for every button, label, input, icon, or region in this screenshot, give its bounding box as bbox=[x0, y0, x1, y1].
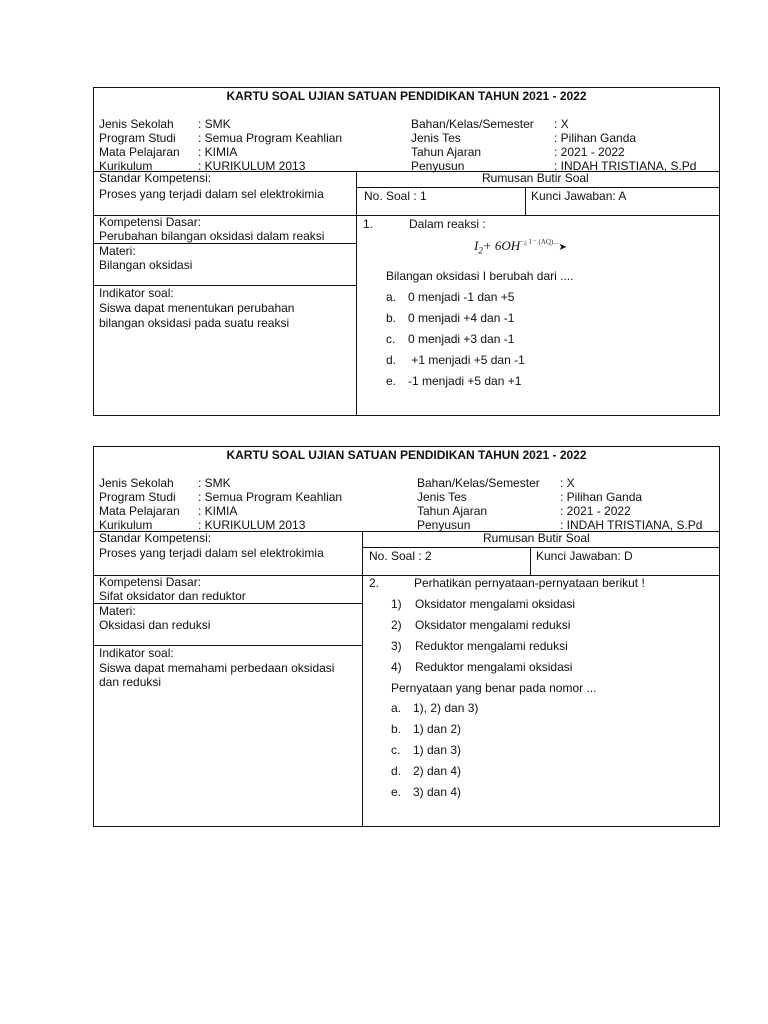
option-letter: a. bbox=[391, 701, 402, 715]
meta-label: Program Studi bbox=[99, 490, 176, 504]
card-meta bbox=[99, 117, 714, 173]
option-letter: d. bbox=[391, 764, 402, 778]
card-title: KARTU SOAL UJIAN SATUAN PENDIDIKAN TAHUN 2021 - 2022 bbox=[226, 89, 587, 103]
statement-number: 1) bbox=[391, 597, 402, 611]
statement-number: 3) bbox=[391, 639, 402, 653]
option-letter: e. bbox=[391, 785, 402, 799]
meta-label: Bahan/Kelas/Semester bbox=[417, 476, 540, 490]
answer-option bbox=[391, 743, 461, 757]
meta-label: Bahan/Kelas/Semester bbox=[411, 117, 534, 131]
formula-superscript: −¿ I ⁻ (AQ)... bbox=[520, 238, 559, 246]
statement-text: Reduktor mengalami oksidasi bbox=[415, 660, 573, 674]
meta-value: : Pilihan Ganda bbox=[554, 131, 637, 145]
meta-value: : Pilihan Ganda bbox=[560, 490, 643, 504]
option-letter: c. bbox=[386, 332, 396, 346]
meta-value: : KIMIA bbox=[198, 145, 238, 159]
meta-row bbox=[99, 504, 714, 518]
statement-number: 4) bbox=[391, 660, 402, 674]
question-text: Bilangan oksidasi I berubah dari .... bbox=[386, 269, 574, 283]
option-letter: a. bbox=[386, 290, 397, 304]
meta-value: : SMK bbox=[198, 117, 231, 131]
standar-label: Standar Kompetensi: bbox=[99, 531, 212, 545]
standar-label: Standar Kompetensi: bbox=[99, 171, 212, 185]
materi-label: Materi: bbox=[99, 604, 136, 618]
standar-value: Proses yang terjadi dalam sel elektrokimia bbox=[99, 187, 324, 201]
answer-option bbox=[391, 764, 461, 778]
rumusan-label: Rumusan Butir Soal bbox=[482, 171, 589, 185]
meta-value: : KURIKULUM 2013 bbox=[198, 159, 306, 173]
statement-item bbox=[391, 618, 570, 632]
meta-value: : SMK bbox=[198, 476, 231, 490]
meta-label: Penyusun bbox=[411, 159, 465, 173]
option-text: 0 menjadi +4 dan -1 bbox=[408, 311, 515, 325]
arrow-icon: ➤ bbox=[558, 242, 567, 253]
meta-label: Program Studi bbox=[99, 131, 176, 145]
option-text: 1) dan 2) bbox=[413, 722, 462, 736]
kd-label: Kompetensi Dasar: bbox=[99, 575, 202, 589]
card-title: KARTU SOAL UJIAN SATUAN PENDIDIKAN TAHUN 2021 - 2022 bbox=[226, 448, 587, 462]
option-text: -1 menjadi +5 dan +1 bbox=[408, 374, 522, 388]
option-text: 1), 2) dan 3) bbox=[413, 701, 479, 715]
materi-value: Oksidasi dan reduksi bbox=[99, 618, 211, 632]
meta-row bbox=[99, 476, 714, 490]
meta-row bbox=[99, 490, 714, 504]
kd-value: Perubahan bilangan oksidasi dalam reaksi bbox=[99, 229, 325, 243]
indikator-label: Indikator soal: bbox=[99, 646, 174, 660]
statement-number: 2) bbox=[391, 618, 402, 632]
question-card-1 bbox=[93, 87, 720, 416]
meta-row bbox=[99, 117, 714, 131]
option-text: 3) dan 4) bbox=[413, 785, 462, 799]
rumusan-label: Rumusan Butir Soal bbox=[483, 531, 590, 545]
question-card-2 bbox=[93, 446, 720, 827]
standar-value: Proses yang terjadi dalam sel elektrokimia bbox=[99, 546, 324, 560]
meta-label: Penyusun bbox=[417, 518, 471, 532]
no-soal: No. Soal : 1 bbox=[364, 189, 427, 203]
formula-species: + 6OH bbox=[482, 238, 521, 253]
meta-value: : 2021 - 2022 bbox=[554, 145, 625, 159]
statement-text: Oksidator mengalami oksidasi bbox=[415, 597, 576, 611]
option-text: 2) dan 4) bbox=[413, 764, 462, 778]
option-letter: b. bbox=[391, 722, 402, 736]
meta-label: Tahun Ajaran bbox=[417, 504, 488, 518]
meta-value: : X bbox=[554, 117, 569, 131]
statement-item bbox=[391, 660, 572, 674]
option-letter: c. bbox=[391, 743, 401, 757]
divider bbox=[362, 547, 720, 548]
option-letter: d. bbox=[386, 353, 397, 367]
statement-item bbox=[391, 639, 568, 653]
meta-value: : KIMIA bbox=[198, 504, 238, 518]
question-intro: Dalam reaksi : bbox=[409, 217, 486, 231]
indikator-label: Indikator soal: bbox=[99, 286, 174, 300]
meta-label: Jenis Sekolah bbox=[99, 476, 174, 490]
meta-value: : X bbox=[560, 476, 575, 490]
meta-value: : 2021 - 2022 bbox=[560, 504, 631, 518]
indikator-value: Siswa dapat memahami perbedaan oksidasi dan reduksi bbox=[99, 661, 335, 689]
meta-value: : Semua Program Keahlian bbox=[198, 490, 343, 504]
reaction-formula bbox=[474, 238, 567, 256]
kd-label: Kompetensi Dasar: bbox=[99, 215, 202, 229]
option-letter: b. bbox=[386, 311, 397, 325]
kunci-jawaban: Kunci Jawaban: D bbox=[536, 549, 633, 563]
meta-value: : Semua Program Keahlian bbox=[198, 131, 343, 145]
statement-item bbox=[391, 597, 575, 611]
meta-label: Mata Pelajaran bbox=[99, 145, 180, 159]
formula-species: I bbox=[474, 238, 479, 253]
option-text: 0 menjadi +3 dan -1 bbox=[408, 332, 515, 346]
meta-label: Jenis Sekolah bbox=[99, 117, 174, 131]
question-number: 1. bbox=[363, 217, 374, 231]
option-letter: e. bbox=[386, 374, 397, 388]
answer-option bbox=[386, 374, 521, 388]
option-text: 0 menjadi -1 dan +5 bbox=[408, 290, 515, 304]
kunci-jawaban: Kunci Jawaban: A bbox=[531, 189, 627, 203]
answer-option bbox=[391, 722, 461, 736]
question-intro: Perhatikan pernyataan-pernyataan berikut ! bbox=[414, 576, 645, 590]
meta-label: Tahun Ajaran bbox=[411, 145, 482, 159]
answer-option bbox=[391, 785, 461, 799]
question-text: Pernyataan yang benar pada nomor ... bbox=[391, 681, 597, 695]
answer-option bbox=[386, 353, 525, 367]
divider bbox=[525, 187, 526, 215]
meta-label: Kurikulum bbox=[99, 159, 153, 173]
meta-label: Jenis Tes bbox=[417, 490, 467, 504]
divider bbox=[530, 547, 531, 575]
no-soal: No. Soal : 2 bbox=[369, 549, 432, 563]
option-text: +1 menjadi +5 dan -1 bbox=[408, 353, 525, 367]
materi-value: Bilangan oksidasi bbox=[99, 258, 193, 272]
formula-subscript: 2 bbox=[478, 245, 483, 256]
answer-option bbox=[386, 332, 514, 346]
meta-label: Mata Pelajaran bbox=[99, 504, 180, 518]
materi-label: Materi: bbox=[99, 244, 136, 258]
statement-text: Oksidator mengalami reduksi bbox=[415, 618, 571, 632]
card-meta bbox=[99, 476, 714, 532]
meta-value: : INDAH TRISTIANA, S.Pd bbox=[560, 518, 703, 532]
question-number: 2. bbox=[369, 576, 380, 590]
divider bbox=[356, 187, 720, 188]
indikator-value: Siswa dapat menentukan perubahan bilangan oksidasi pada suatu reaksi bbox=[99, 301, 295, 330]
kd-value: Sifat oksidator dan reduktor bbox=[99, 589, 246, 603]
answer-option bbox=[386, 290, 514, 304]
answer-option bbox=[386, 311, 514, 325]
option-text: 1) dan 3) bbox=[413, 743, 462, 757]
meta-label: Kurikulum bbox=[99, 518, 153, 532]
answer-option bbox=[391, 701, 478, 715]
meta-value: : KURIKULUM 2013 bbox=[198, 518, 306, 532]
divider bbox=[356, 171, 357, 416]
meta-row bbox=[99, 518, 714, 532]
statement-text: Reduktor mengalami reduksi bbox=[415, 639, 568, 653]
meta-row bbox=[99, 145, 714, 159]
meta-value: : INDAH TRISTIANA, S.Pd bbox=[554, 159, 697, 173]
meta-label: Jenis Tes bbox=[411, 131, 461, 145]
meta-row bbox=[99, 131, 714, 145]
